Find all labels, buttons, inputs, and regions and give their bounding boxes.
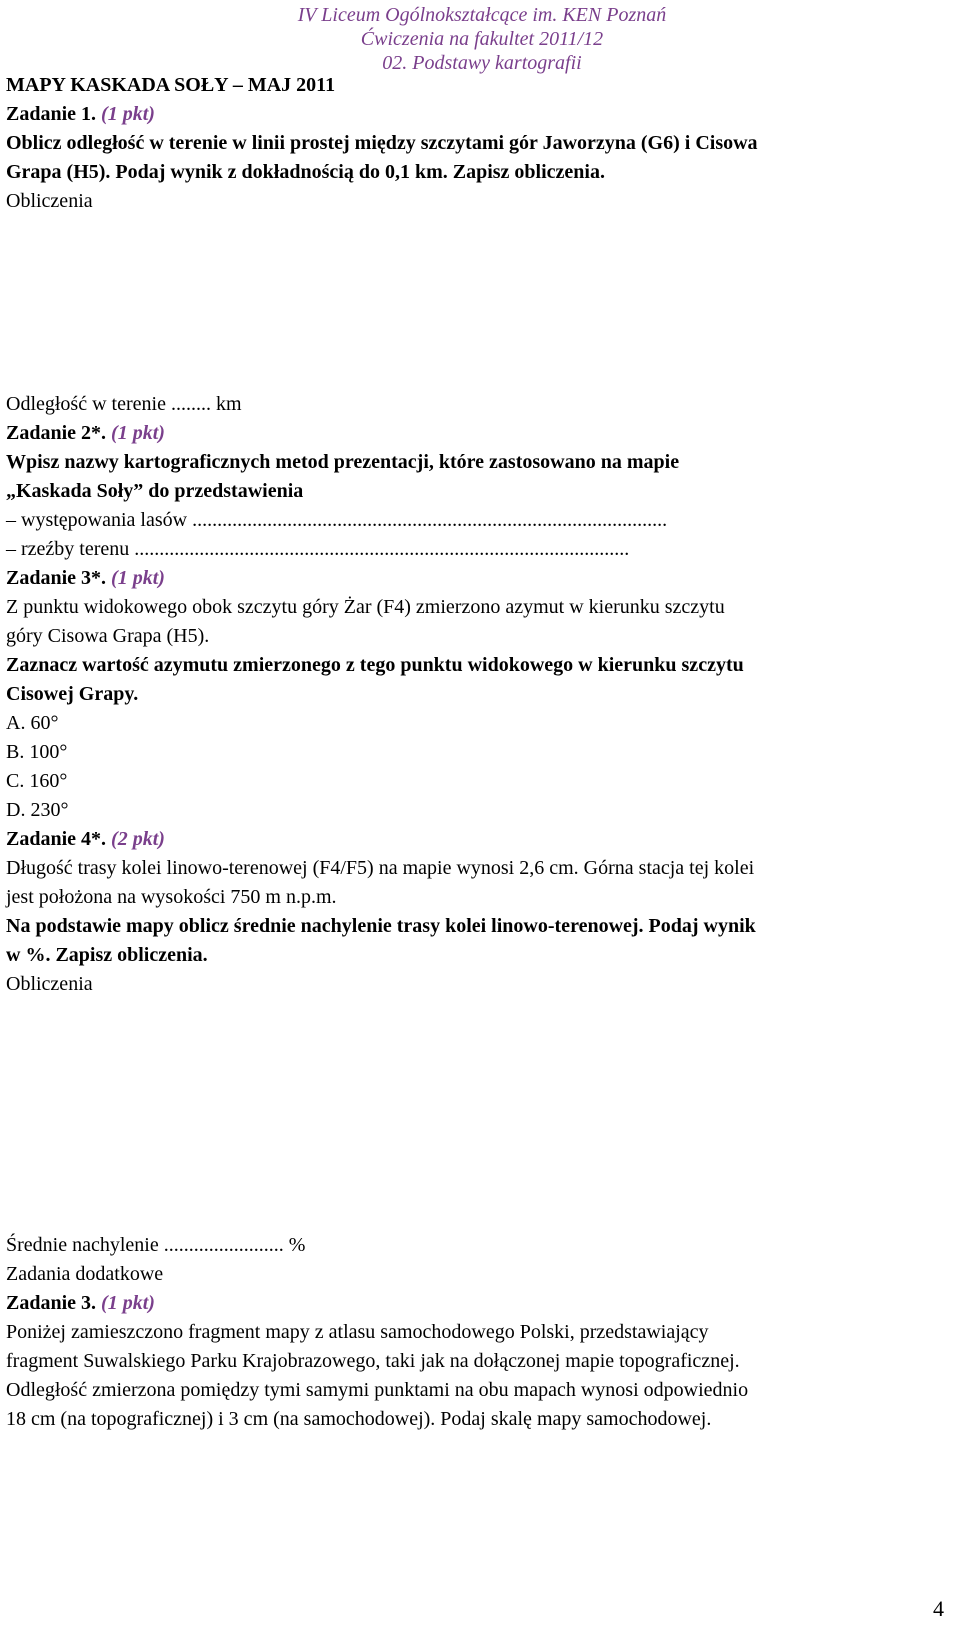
document-body (6, 71, 946, 1434)
document-title: MAPY KASKADA SOŁY – MAJ 2011 (6, 74, 336, 96)
page-header (0, 3, 960, 75)
task-3-option-c[interactable]: C. 160° (6, 770, 68, 792)
extra-text-line-1: Poniżej zamieszczono fragment mapy z atlasu samochodowego Polski, przedstawiający (6, 1321, 709, 1343)
task-2-instruction-line-1: Wpisz nazwy kartograficznych metod prezentacji, które zastosowano na mapie (6, 451, 680, 473)
task-4-heading (6, 825, 946, 854)
task-3-option-b[interactable]: B. 100° (6, 741, 68, 763)
extra-task-heading (6, 1289, 946, 1318)
task-2-label: Zadanie 2*. (6, 422, 107, 444)
task-4-text-line-2: jest położona na wysokości 750 m n.p.m. (6, 886, 337, 908)
task-2-item-relief: – rzeźby terenu ................................................................................................... (6, 538, 630, 560)
task-4-label: Zadanie 4*. (6, 828, 107, 850)
task-3-label: Zadanie 3*. (6, 567, 107, 589)
task-3-instruction-line-1: Zaznacz wartość azymutu zmierzonego z tego punktu widokowego w kierunku szczytu (6, 654, 744, 676)
task-2-heading (6, 419, 946, 448)
task-1-instruction-line-2: Grapa (H5). Podaj wynik z dokładnością do 0,1 km. Zapisz obliczenia. (6, 161, 605, 183)
task-4-calculation-space[interactable] (6, 999, 946, 1231)
task-4-points: (2 pkt) (111, 828, 165, 850)
task-3-text-line-1: Z punktu widokowego obok szczytu góry Żar (F4) zmierzono azymut w kierunku szczytu (6, 596, 725, 618)
extra-task-points: (1 pkt) (101, 1292, 155, 1314)
task-1-calculation-space[interactable] (6, 216, 946, 390)
task-4-calc-label: Obliczenia (6, 973, 93, 995)
task-2-points: (1 pkt) (111, 422, 165, 444)
task-3-heading (6, 564, 946, 593)
task-1-answer-line: Odległość w terenie ........ km (6, 393, 242, 415)
task-1-calc-label: Obliczenia (6, 190, 93, 212)
task-1-points: (1 pkt) (101, 103, 155, 125)
header-topic: 02. Podstawy kartografii (382, 52, 582, 74)
task-1-heading (6, 100, 946, 129)
task-1-label: Zadanie 1. (6, 103, 97, 125)
header-school: IV Liceum Ogólnokształcące im. KEN Poznań (297, 4, 667, 26)
task-4-instruction-line-1: Na podstawie mapy oblicz średnie nachylenie trasy kolei linowo-terenowej. Podaj wynik (6, 915, 756, 937)
extra-text-line-3: Odległość zmierzona pomiędzy tymi samymi punktami na obu mapach wynosi odpowiednio (6, 1379, 749, 1401)
extra-text-line-2: fragment Suwalskiego Parku Krajobrazowego, taki jak na dołączonej mapie topograficznej. (6, 1350, 740, 1372)
task-4-instruction-line-2: w %. Zapisz obliczenia. (6, 944, 208, 966)
task-3-option-d[interactable]: D. 230° (6, 799, 69, 821)
extra-section-title: Zadania dodatkowe (6, 1263, 164, 1285)
task-3-instruction-line-2: Cisowej Grapy. (6, 683, 139, 705)
task-3-option-a[interactable]: A. 60° (6, 712, 59, 734)
page-number: 4 (933, 1596, 944, 1621)
task-3-points: (1 pkt) (111, 567, 165, 589)
task-2-item-forests: – występowania lasów ............................................................................................... (6, 509, 668, 531)
extra-task-label: Zadanie 3. (6, 1292, 97, 1314)
task-2-instruction-line-2: „Kaskada Soły” do przedstawienia (6, 480, 304, 502)
task-4-answer-line: Średnie nachylenie ........................ % (6, 1234, 306, 1256)
task-4-text-line-1: Długość trasy kolei linowo-terenowej (F4/F5) na mapie wynosi 2,6 cm. Górna stacja tej kolei (6, 857, 755, 879)
task-3-text-line-2: góry Cisowa Grapa (H5). (6, 625, 210, 647)
header-course: Ćwiczenia na fakultet 2011/12 (360, 28, 604, 50)
extra-text-line-4: 18 cm (na topograficznej) i 3 cm (na samochodowej). Podaj skalę mapy samochodowej. (6, 1408, 712, 1430)
task-1-instruction-line-1: Oblicz odległość w terenie w linii prostej między szczytami gór Jaworzyna (G6) i Cisowa (6, 132, 758, 154)
